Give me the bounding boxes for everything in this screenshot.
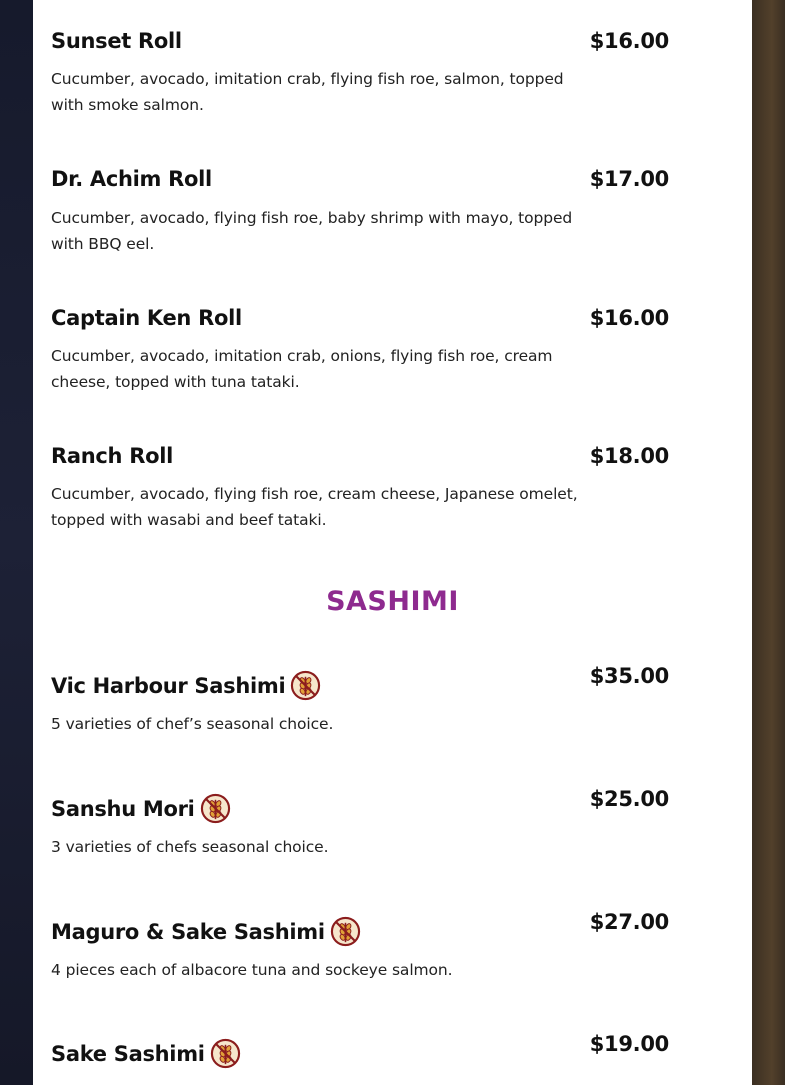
- gluten-free-icon: [330, 916, 361, 947]
- item-name: Ranch Roll: [51, 444, 173, 468]
- item-name-row: [51, 916, 361, 947]
- item-name: Sanshu Mori: [51, 796, 195, 821]
- item-description: Cucumber, avocado, flying fish roe, cream cheese, Japanese omelet, topped with wasabi and beef tataki.: [51, 485, 578, 529]
- item-name-row: [51, 793, 231, 824]
- item-name: Sake Sashimi: [51, 1041, 205, 1066]
- item-description: Cucumber, avocado, imitation crab, onions, flying fish roe, cream cheese, topped with tuna tataki.: [51, 347, 553, 391]
- item-price: $18.00: [589, 444, 669, 468]
- item-name: Sunset Roll: [51, 29, 182, 53]
- item-description: 4 pieces each of albacore tuna and sockeye salmon.: [51, 961, 453, 979]
- gluten-free-icon: [290, 670, 321, 701]
- item-name: Captain Ken Roll: [51, 306, 242, 330]
- gluten-free-icon: [210, 1038, 241, 1069]
- item-price: $25.00: [589, 787, 669, 811]
- item-description: 5 varieties of chef’s seasonal choice.: [51, 715, 334, 733]
- background-left: [0, 0, 33, 1085]
- background-right: [752, 0, 785, 1085]
- item-name: Vic Harbour Sashimi: [51, 673, 286, 698]
- item-description: 3 varieties of chefs seasonal choice.: [51, 838, 329, 856]
- item-price: $35.00: [589, 664, 669, 688]
- item-name-row: [51, 1038, 241, 1069]
- item-price: $27.00: [589, 910, 669, 934]
- item-description: Cucumber, avocado, flying fish roe, baby shrimp with mayo, topped with BBQ eel.: [51, 209, 573, 253]
- item-price: $16.00: [589, 306, 669, 330]
- section-title-sashimi: SASHIMI: [326, 586, 459, 617]
- item-name-row: [51, 670, 321, 701]
- item-price: $16.00: [589, 29, 669, 53]
- item-price: $19.00: [589, 1032, 669, 1056]
- item-price: $17.00: [589, 167, 669, 191]
- item-description: Cucumber, avocado, imitation crab, flying fish roe, salmon, topped with smoke salmon.: [51, 70, 564, 114]
- item-name: Maguro & Sake Sashimi: [51, 919, 325, 944]
- item-name: Dr. Achim Roll: [51, 167, 212, 191]
- gluten-free-icon: [200, 793, 231, 824]
